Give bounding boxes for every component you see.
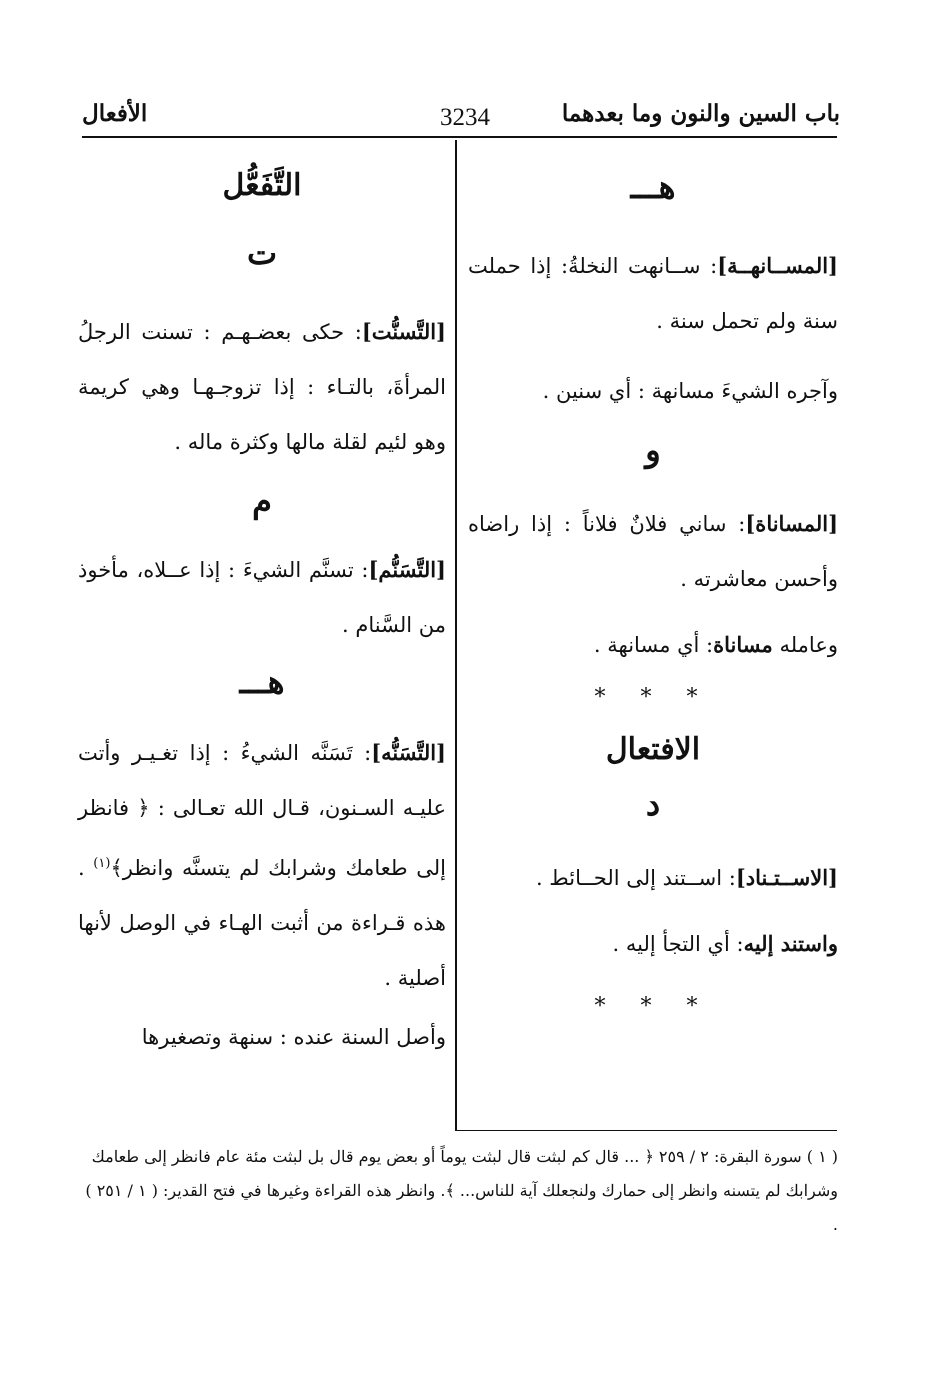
entry-tasannuh — [78, 725, 446, 1006]
entry-extra-text: وعامله — [772, 633, 838, 657]
entry-extra-bold: واستند إليه — [743, 931, 838, 956]
entry-headword: [المســانهــة] — [717, 253, 838, 278]
entry-extra-bold: مساناة — [713, 632, 773, 657]
entry-definition: : ساني فلانٌ فلاناً : إذا راضاه وأحسن معاشرته . — [468, 512, 838, 591]
entry-tasannut — [78, 304, 446, 470]
header-rule — [82, 136, 837, 138]
entry-headword: [التَّسَنُّه] — [371, 740, 446, 765]
right-column — [468, 168, 838, 1019]
left-column — [78, 168, 446, 1065]
section-separator: * * * — [594, 685, 712, 710]
entry-definition: : تسنَّم الشيءَ : إذا عــلاه، مأخوذ من السَّنام . — [78, 558, 446, 637]
entry-extra: وآجره الشيءَ مسانهة : أي سنين . — [542, 379, 838, 403]
entry-definition: : اســتند إلى الحــائط . — [535, 866, 736, 890]
entry-extra — [468, 617, 838, 673]
entry-headword: [الاســتـناد] — [735, 865, 838, 890]
letter-heading-h: هـــ — [239, 663, 285, 701]
entry-extra — [468, 916, 838, 972]
letter-heading-t: ت — [246, 234, 278, 272]
header-section-title: الأفعال — [82, 100, 148, 127]
entry-tasannum — [78, 542, 446, 653]
header-chapter-title: باب السين والنون وما بعدهما — [561, 100, 840, 127]
entry-musanat — [468, 496, 838, 607]
entry-extra-text: : أي التجأ إليه . — [612, 932, 744, 956]
entry-headword: [التَّسنُّت] — [361, 319, 446, 344]
entry-definition-tail: . هذه قـراءة من أثبت الهـاء في الوصل لأنها أصلية . — [78, 856, 446, 990]
footnote: ( ١ ) سورة البقرة: ٢ / ٢٥٩ ﴿ ... قال كم لبثت قال لبثت يوماً أو بعض يوم قال بل لبثت مئة عام فانظر إلى طعامك وشرابك لم يتسنه وانظر إلى حمارك ولنجعلك آية للناس... ﴾. وانظر هذه القراءة وغيرها في فتح القدير: ( ١ / ٢٥١ ) . — [85, 1147, 838, 1234]
section-heading-tafaul: التَّفَعُّل — [222, 168, 302, 203]
section-heading-iftial: الافتعال — [605, 732, 701, 767]
column-divider — [455, 140, 457, 1130]
section-separator: * * * — [594, 994, 712, 1019]
entry-headword: [التَّسَنُّم] — [368, 557, 446, 582]
letter-heading-w: و — [645, 431, 661, 469]
entry-definition: : تَسَنَّه الشيءُ : إذا تغـيـر وأتت عليـه السـنون، قـال الله تعـالى : ﴿ فانظر إلى طعامك وشرابك لم يتسنَّه وانظر﴾ — [78, 741, 446, 880]
entry-headword: [المساناة] — [745, 511, 838, 536]
letter-heading-d: د — [645, 785, 661, 823]
letter-heading-h: هـــ — [630, 168, 676, 206]
entry-musanaha — [468, 238, 838, 349]
entry-extra-text: : أي مسانهة . — [593, 633, 714, 657]
entry-extra: وأصل السنة عنده : سنهة وتصغيرها — [141, 1025, 446, 1049]
footnote-marker[interactable]: (١) — [93, 856, 111, 871]
page-number: 3234 — [440, 104, 490, 131]
entry-definition: : حكى بعضـهـم : تسنت الرجلُ المرأةَ، بالتـاء : إذا تزوجـهـا وهي كريمة وهو لئيم لقلة مالها وكثرة ماله . — [78, 320, 446, 454]
entry-istinad — [468, 850, 838, 906]
entry-definition: : ســانهت النخلةُ: إذا حملت سنة ولم تحمل سنة . — [468, 254, 838, 333]
footnote-rule — [455, 1130, 837, 1131]
letter-heading-m: م — [252, 482, 272, 520]
